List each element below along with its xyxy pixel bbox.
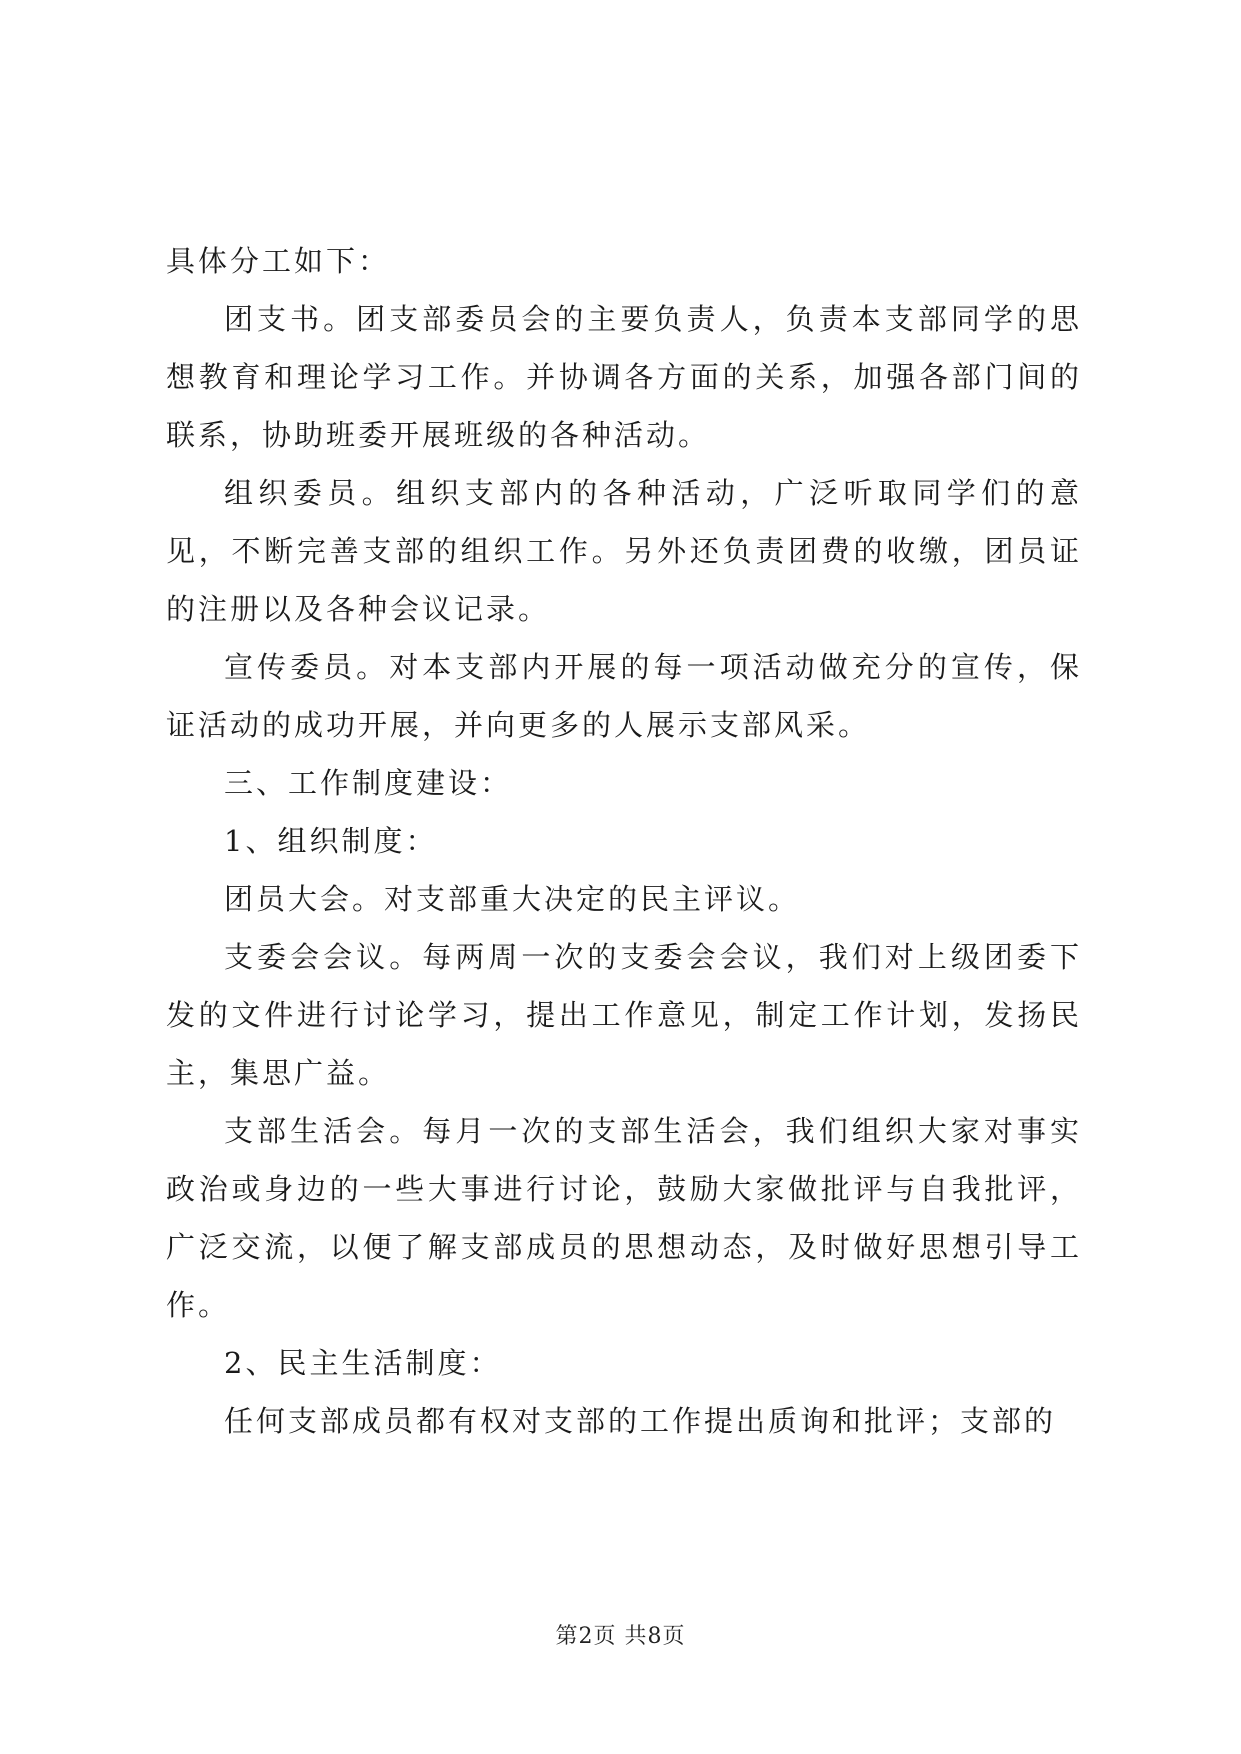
paragraph-branch-life-meeting: 支部生活会。每月一次的支部生活会，我们组织大家对事实政治或身边的一些大事进行讨论，鼓励大家做批评与自我批评，广泛交流，以便了解支部成员的思想动态，及时做好思想引导工作。 xyxy=(166,1114,1082,1322)
subheading-organization-system: 1、组织制度： xyxy=(224,824,438,858)
paragraph-division-intro: 具体分工如下： xyxy=(166,244,391,278)
page-footer: 第2页 共8页 xyxy=(555,1624,686,1649)
paragraph-committee-meeting: 支委会会议。每两周一次的支委会会议，我们对上级团委下发的文件进行讨论学习，提出工作意见，制定工作计划，发扬民主，集思广益。 xyxy=(166,940,1082,1090)
paragraph-league-secretary: 团支书。团支部委员会的主要负责人，负责本支部同学的思想教育和理论学习工作。并协调各方面的关系，加强各部门间的联系，协助班委开展班级的各种活动。 xyxy=(166,302,1082,452)
paragraph-publicity-member: 宣传委员。对本支部内开展的每一项活动做充分的宣传，保证活动的成功开展，并向更多的人展示支部风采。 xyxy=(166,650,1082,742)
document-body xyxy=(166,232,1082,1450)
subheading-democratic-life-system: 2、民主生活制度： xyxy=(224,1346,502,1380)
paragraph-right-to-question: 任何支部成员都有权对支部的工作提出质询和批评；支部的 xyxy=(224,1404,1057,1438)
paragraph-organization-member: 组织委员。组织支部内的各种活动，广泛听取同学们的意见，不断完善支部的组织工作。另外还负责团费的收缴，团员证的注册以及各种会议记录。 xyxy=(166,476,1082,626)
paragraph-member-assembly: 团员大会。对支部重大决定的民主评议。 xyxy=(224,882,801,916)
section-heading-work-system: 三、工作制度建设： xyxy=(224,766,513,800)
